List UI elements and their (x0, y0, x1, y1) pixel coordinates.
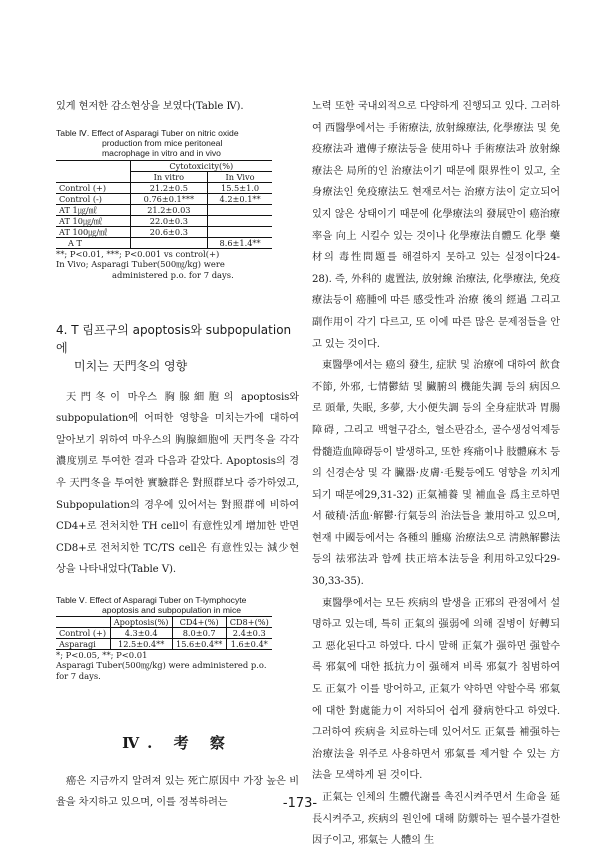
table5-cell: 12.5±0.4** (110, 638, 172, 649)
table-row (56, 638, 272, 649)
table4-row-label: AT 1㎍/㎖ (56, 204, 130, 215)
table4-cell: 4.2±0.1** (208, 193, 272, 204)
right-paragraph-3: 東醫學에서는 모든 疾病의 발생을 正邪의 관점에서 설명하고 있는데, 특히 正氣의 强弱에 의해 질병이 好轉되고 惡化된다고 하였다. 다시 말해 正氣가 强하면 强할수록 邪氣에 대한 抵抗力이 强해져 비록 邪氣가 침범하여도 正氣가 이를 방어하고, 正氣가 약하면 약할수록 邪氣에 대한 對處能力이 저하되어 쉽게 發病한다고 하였다. 그러하여 疾病을 치료하는데 있어서도 正氣를 補强하는 治療法을 위주로 사용하면서 邪氣를 제거할 수 있는 方法을 모색하게 된 것이다. (312, 597, 560, 782)
table5-note: for 7 days. (56, 670, 101, 681)
table5-row-label: Control (+) (56, 627, 110, 638)
table4-col-header: In Vivo (208, 171, 272, 182)
table5-cell: 1.6±0.4* (226, 638, 272, 649)
table-row (56, 182, 272, 193)
table4-row-label: A T (56, 237, 130, 248)
table5-caption-line: Table Ⅴ. Effect of Asparagi Tuber on T-lymphocyte (56, 594, 247, 605)
section4-heading-line: 4. T 림프구의 apoptosis와 subpopulation에 (56, 322, 292, 355)
table4-cell: 21.2±0.03 (130, 204, 208, 215)
table4-note: In Vivo; Asparagi Tuber(500㎎/kg) were (56, 259, 225, 270)
table4-caption (56, 128, 299, 159)
table-row (56, 226, 272, 237)
table5-cell: 8.0±0.7 (172, 627, 226, 638)
table-row (56, 215, 272, 226)
table4-cell: 8.6±1.4** (208, 237, 272, 248)
table4-cell: 20.6±0.3 (130, 226, 208, 237)
table4-cell (208, 226, 272, 237)
table5-cell: 4.3±0.4 (110, 627, 172, 638)
table5-caption-line: apoptosis and subpopulation in mice (102, 605, 242, 616)
right-paragraph-1: 노력 또한 국내외적으로 다양하게 진행되고 있다. 그러하여 西醫學에서는 手術療法, 放射線療法, 化學療法 및 免疫療法과 遺傳子療法등을 使用하나 手術療法과 放射線療法은 局所的인 治療法이기 때문에 限界性이 있고, 全身療法인 免疫療法도 현재로서는 治療方法이 定立되어 있지 않은 상태이기 때문에 化學療法의 發展만이 癌治療率을 向上 시킬수 있는 것이나 化學療法自體도 化學 藥材의 毒性問題를 해결하지 못하고 있는 실정이다24-28). 즉, 外科的 處置法, 放射線 治療法, 化學療法, 免疫療法등이 癌腫에 따른 感受性과 治療 後의 經過 그리고 副作用이 각기 다르고, 또 이에 따른 많은 문제점들을 안고 있는 것이다. (312, 101, 560, 350)
section4-paragraph: 天門冬이 마우스 胸腺細胞의 apoptosis와 subpopulation에 어떠한 영향을 미치는가에 대하여 알아보기 위하여 마우스의 胸腺細胞에 天門冬을 각각 濃度別로 투여한 결과 다음과 같았다. Apoptosis의 경우 天門冬을 투여한 實驗群은 對照群보다 증가하였고, Subpopulation의 경우에 있어서는 對照群에 비하여 CD4+로 전처치한 TH cell이 有意性있게 增加한 반면 CD8+로 전처치한 TC/TS cell은 有意性있는 減少현상을 나타내었다(Table Ⅴ). (56, 391, 299, 576)
table4-cell (208, 215, 272, 226)
table5-caption (56, 595, 299, 616)
table5 (56, 616, 272, 650)
right-paragraph-2: 東醫學에서는 癌의 發生, 症狀 및 治療에 대하여 飮食不節, 外邪, 七情鬱結 및 臟腑의 機能失調 등의 病因으로 頭暈, 失眠, 多夢, 大小便失調 등의 全身症狀과 胃腸障碍, 그리고 백혈구감소, 혈소판감소, 골수생성억제등 骨髓造血障碍등이 발생하고, 또한 疼痛이나 肢體麻木 등의 신경손상 및 각 臟器·皮膚·毛髮등에도 영향을 끼치게되기 때문에29,31-32) 正氣補養 및 補血을 爲主로하면서 破積·活血·解鬱·行氣등의 治法들을 兼用하고 있으며, 현재 中國등에서는 各種의 腫瘍 治療法으로 淸熱解鬱法등의 祛邪法과 함께 扶正培本法등을 利用하고있다29-30,33-35). (312, 360, 560, 588)
table4-cell: 15.5±1.0 (208, 182, 272, 193)
table5-note: Asparagi Tuber(500㎎/kg) were administered p.o. (56, 660, 267, 671)
table5-row-label: Asparagi (56, 638, 110, 649)
table5-cell: 15.6±0.4** (172, 638, 226, 649)
table4-row-label: Control (+) (56, 182, 130, 193)
chapter-heading: Ⅳ. 考 察 (122, 733, 233, 752)
table4-row-label: AT 100㎍/㎖ (56, 226, 130, 237)
table4-cell (208, 204, 272, 215)
table4-cell: 21.2±0.5 (130, 182, 208, 193)
table4-note: **; P<0.01, ***; P<0.001 vs control(+) (56, 248, 220, 259)
table4-cell (130, 237, 208, 248)
table4-row-label: Control (-) (56, 193, 130, 204)
table5-note: *; P<0.05, **; P<0.01 (56, 649, 148, 660)
table5-notes (56, 650, 299, 682)
table4-cell: 0.76±0.1*** (130, 193, 208, 204)
table4-caption-line: production from mice peritoneal (102, 138, 223, 148)
table4-caption-line: Table Ⅳ. Effect of Asparagi Tuber on nitric oxide (56, 127, 239, 138)
table5-cell: 2.4±0.3 (226, 627, 272, 638)
table4-notes (56, 249, 299, 281)
table-row (56, 627, 272, 638)
table5-col-header: Apoptosis(%) (110, 616, 172, 627)
section4-heading-line: 미치는 天門冬의 영향 (74, 358, 188, 373)
page-number: -173- (282, 796, 318, 811)
table4-group-header: Cytotoxicity(%) (130, 160, 272, 171)
table4 (56, 160, 272, 249)
table5-col-header: CD8+(%) (226, 616, 272, 627)
chapter-paragraph: 癌은 지금까지 알려져 있는 死亡原因中 가장 높은 비율을 차지하고 있으며, 이를 정복하려는 (56, 775, 299, 809)
table4-caption-line: macrophage in vitro and in vivo (102, 148, 221, 159)
table-row (56, 193, 272, 204)
table4-row-label: AT 10㎍/㎖ (56, 215, 130, 226)
table4-cell: 22.0±0.3 (130, 215, 208, 226)
intro-line: 있게 현저한 감소현상을 보였다(Table Ⅳ). (56, 101, 244, 112)
right-column (312, 96, 560, 852)
right-paragraph-4: 正氣는 인체의 生體代謝를 촉진시켜주면서 生命을 延長시켜주고, 疾病의 원인에 대해 防禦하는 필수불가결한 因子이고, 邪氣는 人體의 生 (312, 792, 560, 847)
table5-col-header: CD4+(%) (172, 616, 226, 627)
section4-heading (56, 321, 299, 375)
table-row (56, 204, 272, 215)
table-row (56, 237, 272, 248)
table4-col-header: In vitro (130, 171, 208, 182)
table4-note: administered p.o. for 7 days. (112, 270, 234, 280)
left-column (56, 96, 299, 814)
